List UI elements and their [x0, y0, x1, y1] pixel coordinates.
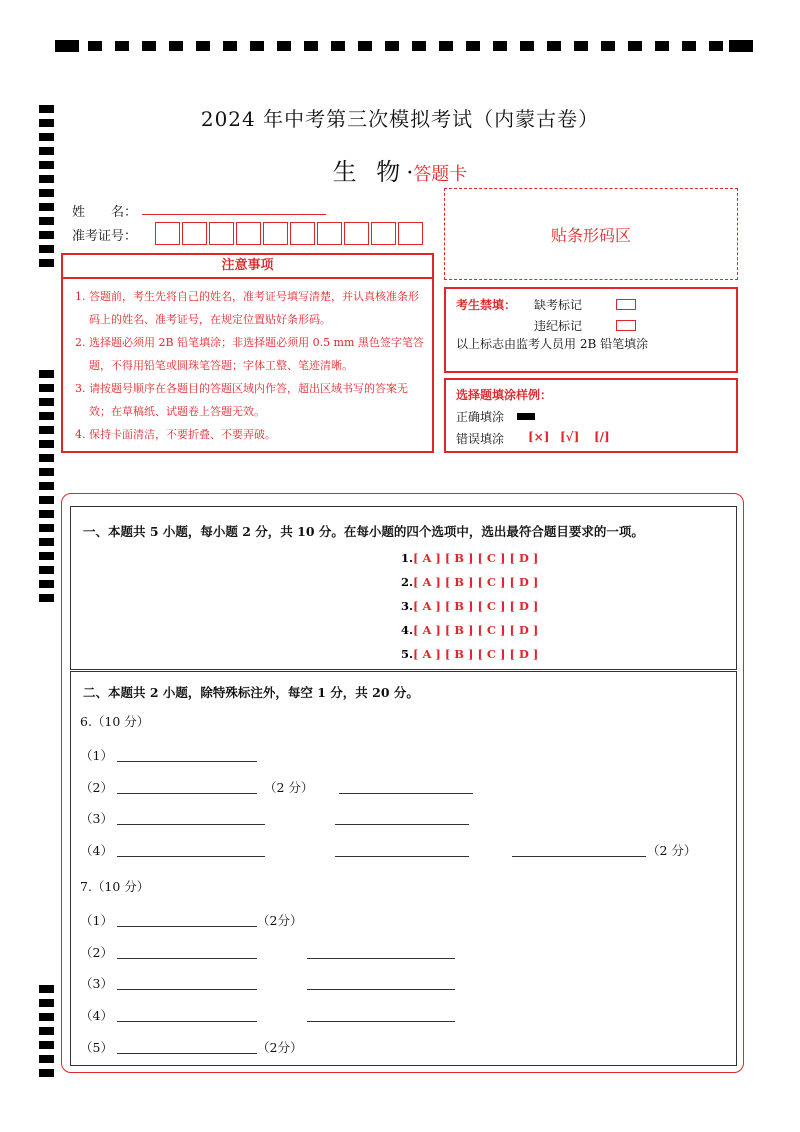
answer-blank[interactable] [117, 958, 257, 959]
id-digit-box[interactable] [398, 222, 423, 245]
subject-sub: 答题卡 [413, 164, 468, 185]
choice-row[interactable]: 1.[ A ] [ B ] [ C ] [ D ] [401, 551, 539, 565]
answer-blank[interactable] [117, 824, 265, 825]
section-choice [70, 506, 737, 670]
forbid-note: 以上标志由监考人员用 2B 铅笔填涂 [456, 337, 649, 351]
id-digit-box[interactable] [209, 222, 234, 245]
q6-sub3: （3） [80, 811, 113, 826]
forbid-box [444, 287, 738, 373]
points-note: （2 分） [647, 843, 697, 858]
answer-blank[interactable] [307, 958, 455, 959]
subject-heading [0, 152, 800, 187]
answer-blank[interactable] [117, 989, 257, 990]
correct-fill-sample [517, 413, 535, 420]
id-digit-box[interactable] [155, 222, 180, 245]
fill-sample-box [444, 378, 738, 453]
choice-row[interactable]: 5.[ A ] [ B ] [ C ] [ D ] [401, 647, 539, 661]
answer-blank[interactable] [117, 1021, 257, 1022]
q7-sub3: （3） [80, 976, 113, 991]
name-label: 姓 名： [72, 205, 138, 220]
choice-row[interactable]: 3.[ A ] [ B ] [ C ] [ D ] [401, 599, 539, 613]
answer-blank[interactable] [307, 989, 455, 990]
q7-sub1: （1） [80, 913, 113, 928]
absent-mark-box[interactable] [616, 299, 636, 310]
id-label: 准考证号： [72, 229, 138, 244]
answer-blank[interactable] [339, 793, 473, 794]
absent-label: 缺考标记 [534, 298, 583, 312]
subject-separator: · [406, 161, 414, 186]
id-digit-box[interactable] [317, 222, 342, 245]
notice-item: 2. 选择题必须用 2B 铅笔填涂；非选择题必须用 0.5 mm 黑色签字笔答题，不得用铅笔或圆珠笔答题；字体工整、笔迹清晰。 [89, 331, 426, 377]
notice-item: 4. 保持卡面清洁，不要折叠、不要弄破。 [89, 423, 426, 446]
answer-blank[interactable] [117, 1053, 257, 1054]
answer-blank[interactable] [117, 926, 257, 927]
answer-blank[interactable] [117, 761, 257, 762]
id-digit-box[interactable] [371, 222, 396, 245]
points-note: （2分） [257, 1040, 303, 1055]
id-digit-box[interactable] [344, 222, 369, 245]
points-note: （2分） [257, 913, 303, 928]
wrong-mark-x: [×] [528, 430, 550, 444]
wrong-label: 错误填涂 [456, 432, 505, 446]
forbid-heading: 考生禁填： [456, 298, 517, 312]
sample-heading: 选择题填涂样例： [456, 388, 553, 402]
answer-blank[interactable] [335, 824, 469, 825]
q7-sub4: （4） [80, 1008, 113, 1023]
q7-title: 7.（10 分） [80, 879, 150, 894]
section-fill [70, 671, 737, 1066]
violation-mark-box[interactable] [616, 320, 636, 331]
notice-item: 1. 答题前，考生先将自己的姓名，准考证号填写清楚，并认真核准条形码上的姓名、准考证号，在规定位置贴好条形码。 [89, 285, 426, 331]
q6-sub1: （1） [80, 748, 113, 763]
id-boxes [155, 222, 425, 245]
notice-heading: 注意事项 [63, 255, 432, 279]
q6-title: 6.（10 分） [80, 714, 150, 729]
id-digit-box[interactable] [263, 222, 288, 245]
choice-row[interactable]: 2.[ A ] [ B ] [ C ] [ D ] [401, 575, 539, 589]
answer-blank[interactable] [307, 1021, 455, 1022]
notice-list [63, 285, 432, 446]
answer-blank[interactable] [117, 856, 265, 857]
barcode-area [444, 188, 738, 280]
notice-item: 3. 请按题号顺序在各题目的答题区域内作答，超出区域书写的答案无效；在草稿纸、试题卷上答题无效。 [89, 377, 426, 423]
q7-sub2: （2） [80, 945, 113, 960]
answer-blank[interactable] [512, 856, 646, 857]
q6-sub4: （4） [80, 843, 113, 858]
id-digit-box[interactable] [236, 222, 261, 245]
exam-title: 2024 年中考第三次模拟考试（内蒙古卷） [200, 107, 600, 131]
q7-sub5: （5） [80, 1040, 113, 1055]
notice-box [61, 253, 434, 453]
id-digit-box[interactable] [182, 222, 207, 245]
name-field[interactable] [142, 214, 326, 215]
section2-heading: 二、本题共 2 小题，除特殊标注外，每空 1 分，共 20 分。 [83, 685, 419, 700]
subject-main: 生 物 [332, 158, 407, 186]
q6-sub2: （2） [80, 780, 113, 795]
id-digit-box[interactable] [290, 222, 315, 245]
violation-label: 违纪标记 [534, 319, 583, 333]
wrong-mark-check: [√] [560, 430, 580, 444]
answer-blank[interactable] [117, 793, 257, 794]
answer-blank[interactable] [335, 856, 469, 857]
barcode-label: 贴条形码区 [550, 225, 631, 245]
section1-heading: 一、本题共 5 小题，每小题 2 分，共 10 分。在每小题的四个选项中，选出最符合题目要求的一项。 [83, 524, 644, 539]
choice-row[interactable]: 4.[ A ] [ B ] [ C ] [ D ] [401, 623, 539, 637]
correct-label: 正确填涂 [456, 410, 505, 424]
wrong-mark-slash: [/] [594, 430, 610, 444]
points-note: （2 分） [264, 780, 314, 795]
